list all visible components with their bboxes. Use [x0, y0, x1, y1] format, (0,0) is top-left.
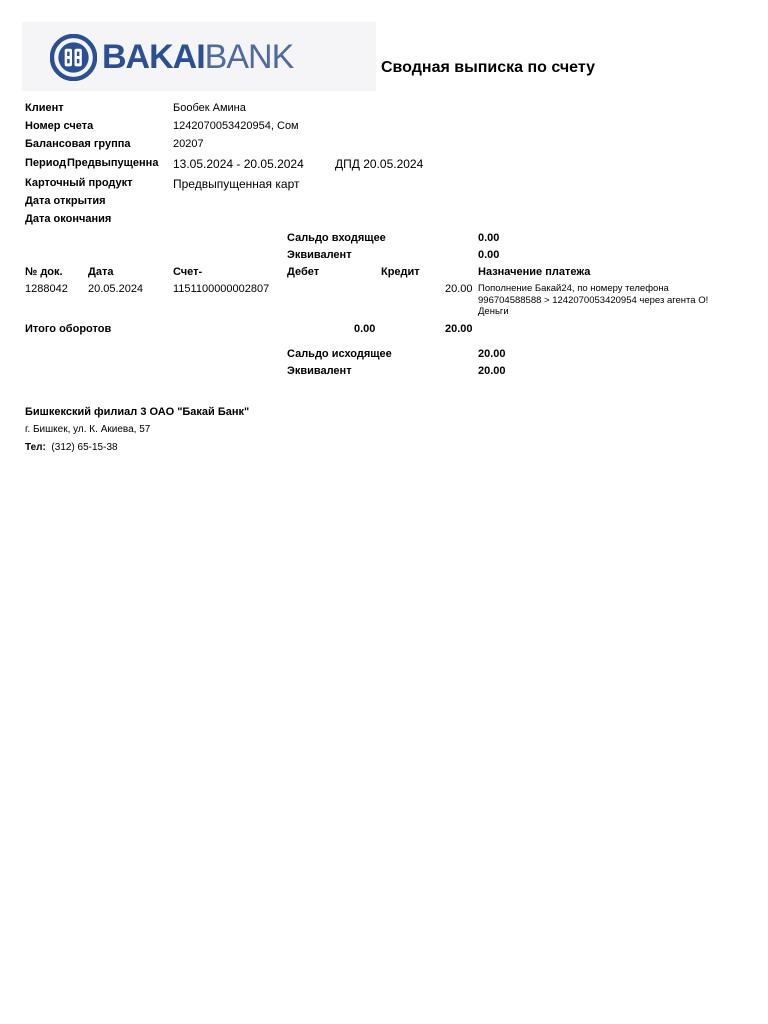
closing-balance-value: 20.00 — [478, 348, 506, 360]
branch-name: Бишкекский филиал 3 ОАО "Бакай Банк" — [25, 406, 250, 418]
client-label: Клиент — [25, 102, 64, 114]
phone-line — [25, 442, 118, 453]
balance-group-value: 20207 — [173, 138, 204, 150]
branch-address: г. Бишкек, ул. К. Акиева, 57 — [25, 424, 151, 435]
period-value: 13.05.2024 - 20.05.2024 — [173, 157, 304, 171]
bakai-bank-logo-icon — [50, 34, 97, 81]
logo-text-light: BANK — [204, 38, 294, 76]
account-label: Номер счета — [25, 120, 94, 132]
card-product-label: Карточный продукт — [25, 177, 133, 189]
row-doc-number: 1288042 — [25, 283, 68, 295]
column-header-date: Дата — [88, 266, 114, 278]
balance-group-label: Балансовая группа — [25, 138, 131, 150]
closing-equivalent-label: Эквивалент — [287, 365, 352, 377]
totals-label: Итого оборотов — [25, 323, 112, 335]
logo-wordmark — [102, 38, 293, 76]
account-value: 1242070053420954, Сом — [173, 120, 299, 132]
opening-balance-label: Сальдо входящее — [287, 232, 386, 244]
client-value: Боoбек Амина — [173, 102, 246, 114]
page-title: Сводная выписка по счету — [381, 59, 595, 76]
period-label: Период — [25, 157, 67, 169]
open-date-label: Дата открытия — [25, 195, 106, 207]
opening-balance-value: 0.00 — [478, 232, 500, 244]
totals-debit: 0.00 — [354, 323, 376, 335]
column-header-purpose: Назначение платежа — [478, 266, 591, 278]
close-date-label: Дата окончания — [25, 213, 112, 225]
totals-credit: 20.00 — [445, 323, 473, 335]
phone-label: Тел: — [25, 442, 46, 453]
card-status: Предвыпущенна — [67, 157, 159, 169]
opening-equivalent-value: 0.00 — [478, 249, 500, 261]
column-header-debit: Дебет — [287, 266, 320, 278]
row-purpose: Пополнение Бакай24, по номеру телефона 996704588588 > 1242070053420954 через агента О!Деньги — [478, 283, 709, 317]
closing-balance-label: Сальдо исходящее — [287, 348, 392, 360]
logo-text-bold: BAKAI — [102, 38, 205, 76]
column-header-account: Счет- — [173, 266, 203, 278]
opening-equivalent-label: Эквивалент — [287, 249, 352, 261]
column-header-credit: Кредит — [381, 266, 420, 278]
column-header-doc: № док. — [25, 266, 63, 278]
row-account: 1151100000002807 — [173, 283, 270, 295]
row-date: 20.05.2024 — [88, 283, 144, 295]
dpd-value: ДПД 20.05.2024 — [335, 157, 424, 171]
phone-value: (312) 65-15-38 — [51, 442, 118, 453]
closing-equivalent-value: 20.00 — [478, 365, 506, 377]
card-product-value: Предвыпущенная карт — [173, 177, 300, 191]
row-credit: 20.00 — [445, 283, 473, 295]
